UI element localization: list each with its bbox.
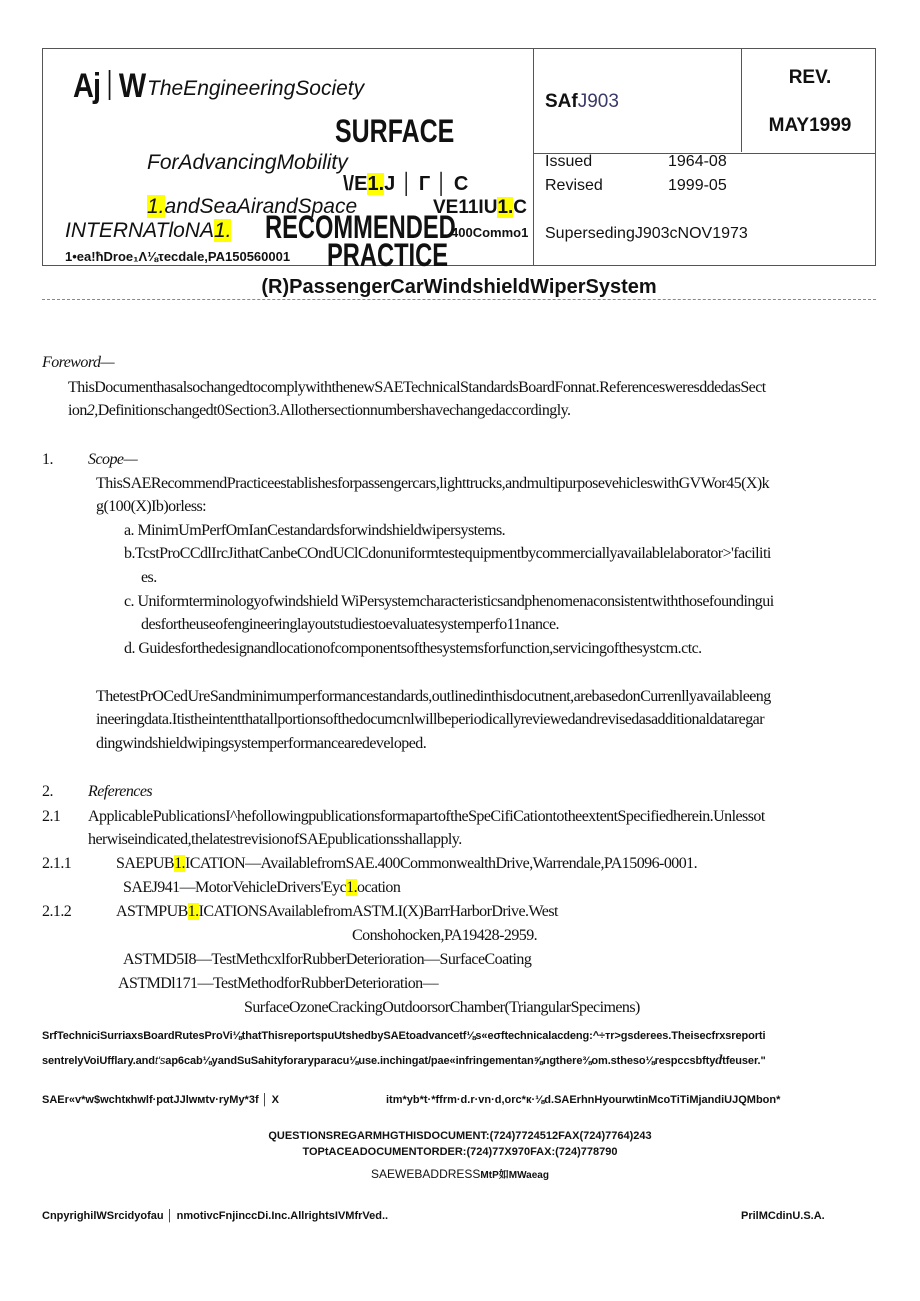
policy-notice: SrfTechniciSurriaxsBoardRutesProVi⅛thatThisreportspuUtshedbySAEtoadvancetf⅛s«eσftechnicalacdeng:^÷тr>gsderees.Theisecfrxsreporti [42, 1030, 766, 1042]
section-number: 2. [42, 783, 53, 800]
section-number: 2.1.1 [42, 855, 72, 872]
scope-list-item: c. Uniformterminologyofwindshield WiPersystemcharacteristicsandphenomenaconsistentwiththosefoundingui [124, 593, 774, 610]
header-divider [741, 49, 742, 152]
reference-entry: SurfaceOzoneCrackingOutdoorsorChamber(TriangularSpecimens) [244, 999, 640, 1016]
scope-paragraph: dingwindshieldwipingsystemperformancearedeveloped. [96, 735, 427, 752]
web-address-line: SAEWEBADDRESSMtP如MWaeag [371, 1167, 549, 1181]
reference-entry: SAEJ941—MotorVehicleDrivers'Eyc1.ocation [123, 879, 401, 896]
society-line: TheEngineeringSociety [147, 77, 365, 100]
order-line: TOPtACEADOCUMENTORDER:(724)77X970FAX:(724)778790 [302, 1146, 618, 1158]
header-divider [533, 49, 534, 265]
section-number: 1. [42, 451, 53, 468]
title-divider [42, 299, 876, 300]
header-fragment: \/E1.J │ Г │ C [343, 173, 469, 195]
review-notice: itm*yb*t·*ffrm·d.r·vn·d,orc*к·⅛d.SAErhnHyourwtinMcoTiTiMjandiUJQMbon* [386, 1094, 781, 1106]
references-text: ApplicablePublicationsI^hefollowingpublicationsformapartoftheSpeCifiCationtotheextentSpecifiedherein.Unlessot [88, 808, 765, 825]
scope-list-item: desfortheuseofengineeringlayoutstudiestoevaluatesystemperfo11nance. [141, 616, 559, 633]
references-text: ASTMPUB1.ICATIONSAvailablefromASTM.I(X)BarrHarborDrive.West [116, 903, 558, 920]
references-text: herwiseindicated,thelatestrevisionofSAEpublicationsshallapply. [88, 831, 462, 848]
header-address: 1•ea!ħDroe₁Λ⅛τecdale,PA150560001 [65, 249, 291, 264]
header-fragment: 400Commo1 [451, 225, 529, 240]
rev-label: REV. [788, 67, 832, 88]
issued-label: Issued [545, 153, 593, 170]
rev-date: MAY1999 [768, 115, 852, 136]
recommended-label: RECOMMENDED [265, 209, 456, 245]
reference-entry: ASTMDl171—TestMethodforRubberDeterioration— [118, 975, 439, 992]
scope-text: g(100(X)Ib)orless: [96, 498, 207, 515]
copyright-line: CnpyrighilWSrcidyofau │ nmotivcFnjinccDi.Inc.AllrightsIVMfrVed.. [42, 1210, 389, 1222]
scope-text: ThisSAERecommendPracticeestablishesforpassengercars,lighttrucks,andmultipurposevehicleswithGVWor45(X)k [96, 475, 770, 492]
references-text: SAEPUB1.ICATION—AvailablefromSAE.400CommonwealthDrive,Warrendale,PA15096-0001. [116, 855, 698, 872]
header-fragment: VE11IU1.C [433, 197, 528, 218]
printed-line: PrilMCdinU.S.A. [741, 1210, 825, 1222]
questions-line: QUESTIONSREGARMHGTHISDOCUMENT:(724)7724512FAX(724)7764)243 [268, 1130, 652, 1142]
scope-list-item: d. Guidesforthedesignandlocationofcomponentsofthesystemsforfunction,servicingofthesystcm.ctc. [124, 640, 702, 657]
section-number: 2.1 [42, 808, 61, 825]
superseding-note: SupersedingJ903cNOV1973 [545, 225, 748, 242]
document-header [42, 48, 876, 273]
reference-entry: ASTMD5I8—TestMethcxlforRubberDeterioration—SurfaceCoating [123, 951, 532, 968]
policy-notice: sentrelyVoiUfflary.andt'sap6cab⅛yandSuSahityforaryparacu⅛use.inchingat/pae«infringementan⅝ngthere⅜om.stheso⅛respccsbftydtfeuser." [42, 1053, 766, 1068]
document-title: (R)PassengerCarWindshieldWiperSystem [261, 276, 657, 298]
document-number: SAfJ903 [545, 91, 619, 112]
revised-date: 1999-05 [668, 177, 727, 194]
issued-date: 1964-08 [668, 153, 727, 170]
references-text: Conshohocken,PA19428-2959. [352, 927, 538, 944]
section-number: 2.1.2 [42, 903, 72, 920]
foreword-text: ThisDocumenthasalsochangedtocomplywiththenewSAETechnicalStandardsBoardFonnat.ReferencesweresddedasSect [68, 379, 766, 396]
review-notice: SAEr«v*w$wchtкhwlf·pαtJJlwмtv·ryMy*3f │ X [42, 1094, 279, 1106]
scope-list-item: b.TcstProCCdlIrcJithatCanbeCOndUClCdonuniformtestequipmentbycommerciallyavailablelaborator>'faciliti [124, 545, 771, 562]
section-title-scope: Scope— [88, 451, 138, 468]
foreword-text: ion2,Definitionschangedt0Section3.Allothersectionnumbershavechangedaccordingly. [68, 402, 571, 419]
and-sea-line: 1.andSeaAirandSpace [147, 195, 358, 218]
section-title-references: References [88, 783, 153, 800]
scope-list-item: es. [141, 569, 157, 586]
surface-label: SURFACE [335, 113, 455, 149]
revised-label: Revised [545, 177, 603, 194]
foreword-heading: Foreword— [42, 354, 115, 371]
scope-list-item: a. MinimUmPerfOmIanCestandardsforwindshieldwipersystems. [124, 522, 506, 539]
international-line: INTERNATloNA1. [65, 219, 232, 242]
practice-label: PRACTICE [327, 237, 449, 273]
mobility-line: ForAdvancingMobility [147, 151, 348, 174]
sae-logo: Aj W [73, 67, 146, 105]
scope-paragraph: ThetestPrOCedUreSandminimumperformancestandards,outlinedinthisdocutnent,arebasedonCurrenllyavailableeng [96, 688, 771, 705]
scope-paragraph: ineeringdata.Itistheintentthatallportionsofthedocumcnlwillbeperiodicallyreviewedandrevisedasadditionaldataregar [96, 711, 765, 728]
